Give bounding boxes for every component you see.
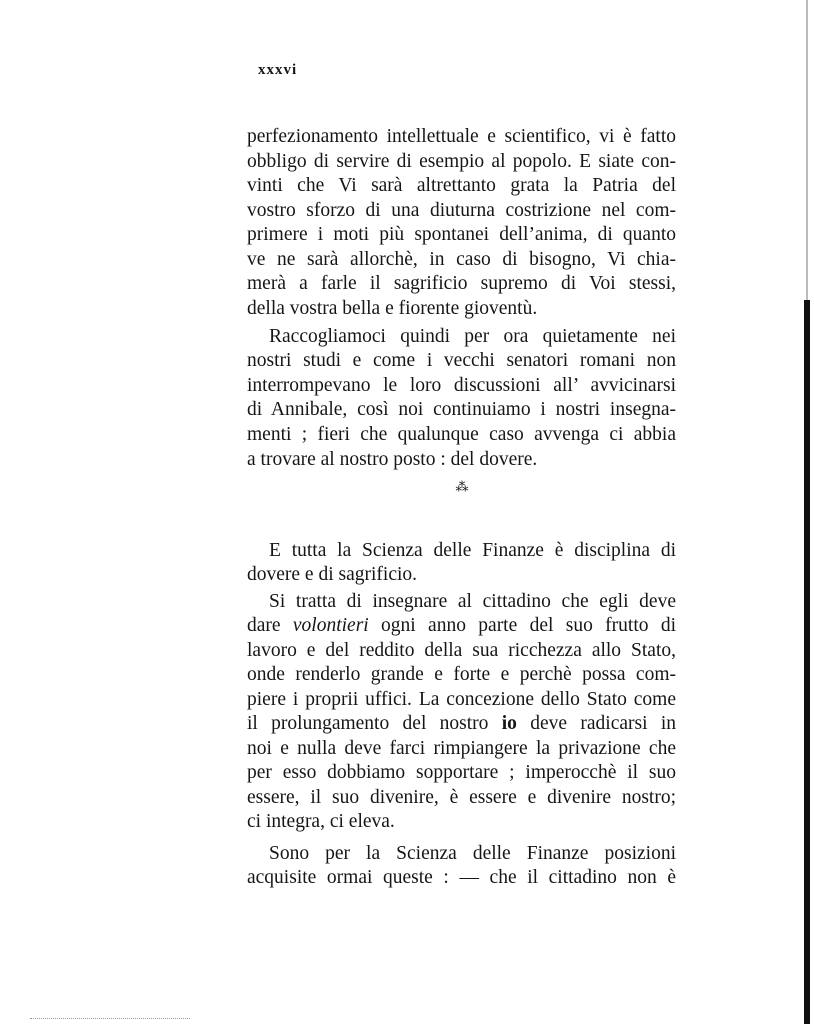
text-line: [247, 398, 676, 422]
text-line: [247, 174, 676, 198]
text-segment: della vostra bella e fiorente gioventù.: [247, 298, 538, 319]
text-line: [247, 150, 676, 174]
text-line: [247, 761, 676, 785]
text-segment: essere, il suo divenire, è essere e divenire nostro;: [247, 787, 676, 808]
text-segment: interrompevano le loro discussioni all’ avvicinarsi: [247, 375, 676, 396]
italic-emphasis: volontieri: [292, 615, 369, 636]
text-segment: acquisite ormai queste : — che il cittadino non è: [247, 867, 676, 888]
text-line: [247, 737, 676, 761]
text-segment: obbligo di servire di esempio al popolo. E siate con-: [247, 151, 676, 172]
text-segment: noi e nulla deve farci rimpiangere la privazione che: [247, 738, 676, 759]
text-line: [247, 272, 676, 296]
text-segment: nostri studi e come i vecchi senatori romani non: [247, 350, 676, 371]
text-segment: Si tratta di insegnare al cittadino che egli deve: [269, 591, 676, 612]
text-line: [247, 786, 676, 810]
text-line: [247, 223, 676, 247]
text-segment: il prolungamento del nostro: [247, 713, 502, 734]
text-segment: Sono per la Scienza delle Finanze posizioni: [269, 843, 676, 864]
text-segment: perfezionamento intellettuale e scientifico, vi è fatto: [247, 126, 676, 147]
text-line: [247, 199, 676, 223]
text-segment: dare: [247, 615, 293, 636]
text-line: [247, 539, 676, 563]
text-line: [247, 614, 676, 638]
scan-edge-shadow: [804, 300, 810, 1024]
text-segment: ci integra, ci eleva.: [247, 811, 395, 832]
text-segment: deve radicarsi in: [516, 713, 677, 734]
page-number: xxxvi: [258, 62, 298, 78]
text-segment: lavoro e del reddito della sua ricchezza allo Stato,: [247, 640, 676, 661]
scan-edge-light: [806, 0, 808, 300]
text-segment: onde renderlo grande e forte e perchè possa com-: [247, 664, 676, 685]
text-line: [247, 866, 676, 890]
text-line: [247, 563, 676, 587]
text-segment: piere i proprii uffici. La concezione dello Stato come: [247, 689, 676, 710]
text-line: [247, 712, 676, 736]
text-line: [247, 590, 676, 614]
text-line: [247, 448, 676, 472]
text-line: [247, 810, 676, 834]
text-segment: di Annibale, così noi continuiamo i nostri insegna-: [247, 399, 676, 420]
text-segment: merà a farle il sagrificio supremo di Voi stessi,: [247, 273, 676, 294]
bold-emphasis: io: [501, 713, 517, 734]
text-line: [247, 639, 676, 663]
text-line: [247, 842, 676, 866]
scan-noise: [30, 1018, 190, 1021]
text-segment: dovere e di sagrificio.: [247, 564, 418, 585]
text-segment: per esso dobbiamo sopportare ; imperocchè il suo: [247, 762, 676, 783]
text-line: [247, 325, 676, 349]
text-line: [247, 423, 676, 447]
text-segment: vinti che Vi sarà altrettanto grata la Patria del: [247, 175, 676, 196]
text-segment: vostro sforzo di una diuturna costrizione nel com-: [247, 200, 676, 221]
text-line: [247, 248, 676, 272]
text-line: [247, 349, 676, 373]
text-segment: a trovare al nostro posto : del dovere.: [247, 449, 538, 470]
text-segment: E tutta la Scienza delle Finanze è disciplina di: [269, 540, 676, 561]
text-line: [247, 663, 676, 687]
text-line: [247, 125, 676, 149]
text-line: [247, 688, 676, 712]
text-line: [247, 374, 676, 398]
text-segment: ve ne sarà allorchè, in caso di bisogno, Vi chia-: [247, 249, 676, 270]
text-segment: Raccogliamoci quindi per ora quietamente nei: [269, 326, 676, 347]
text-segment: menti ; fieri che qualunque caso avvenga ci abbia: [247, 424, 676, 445]
section-ornament: ⁂: [455, 479, 469, 494]
text-segment: ogni anno parte del suo frutto di: [368, 615, 676, 636]
text-segment: primere i moti più spontanei dell’anima, di quanto: [247, 224, 676, 245]
text-line: [247, 297, 676, 321]
